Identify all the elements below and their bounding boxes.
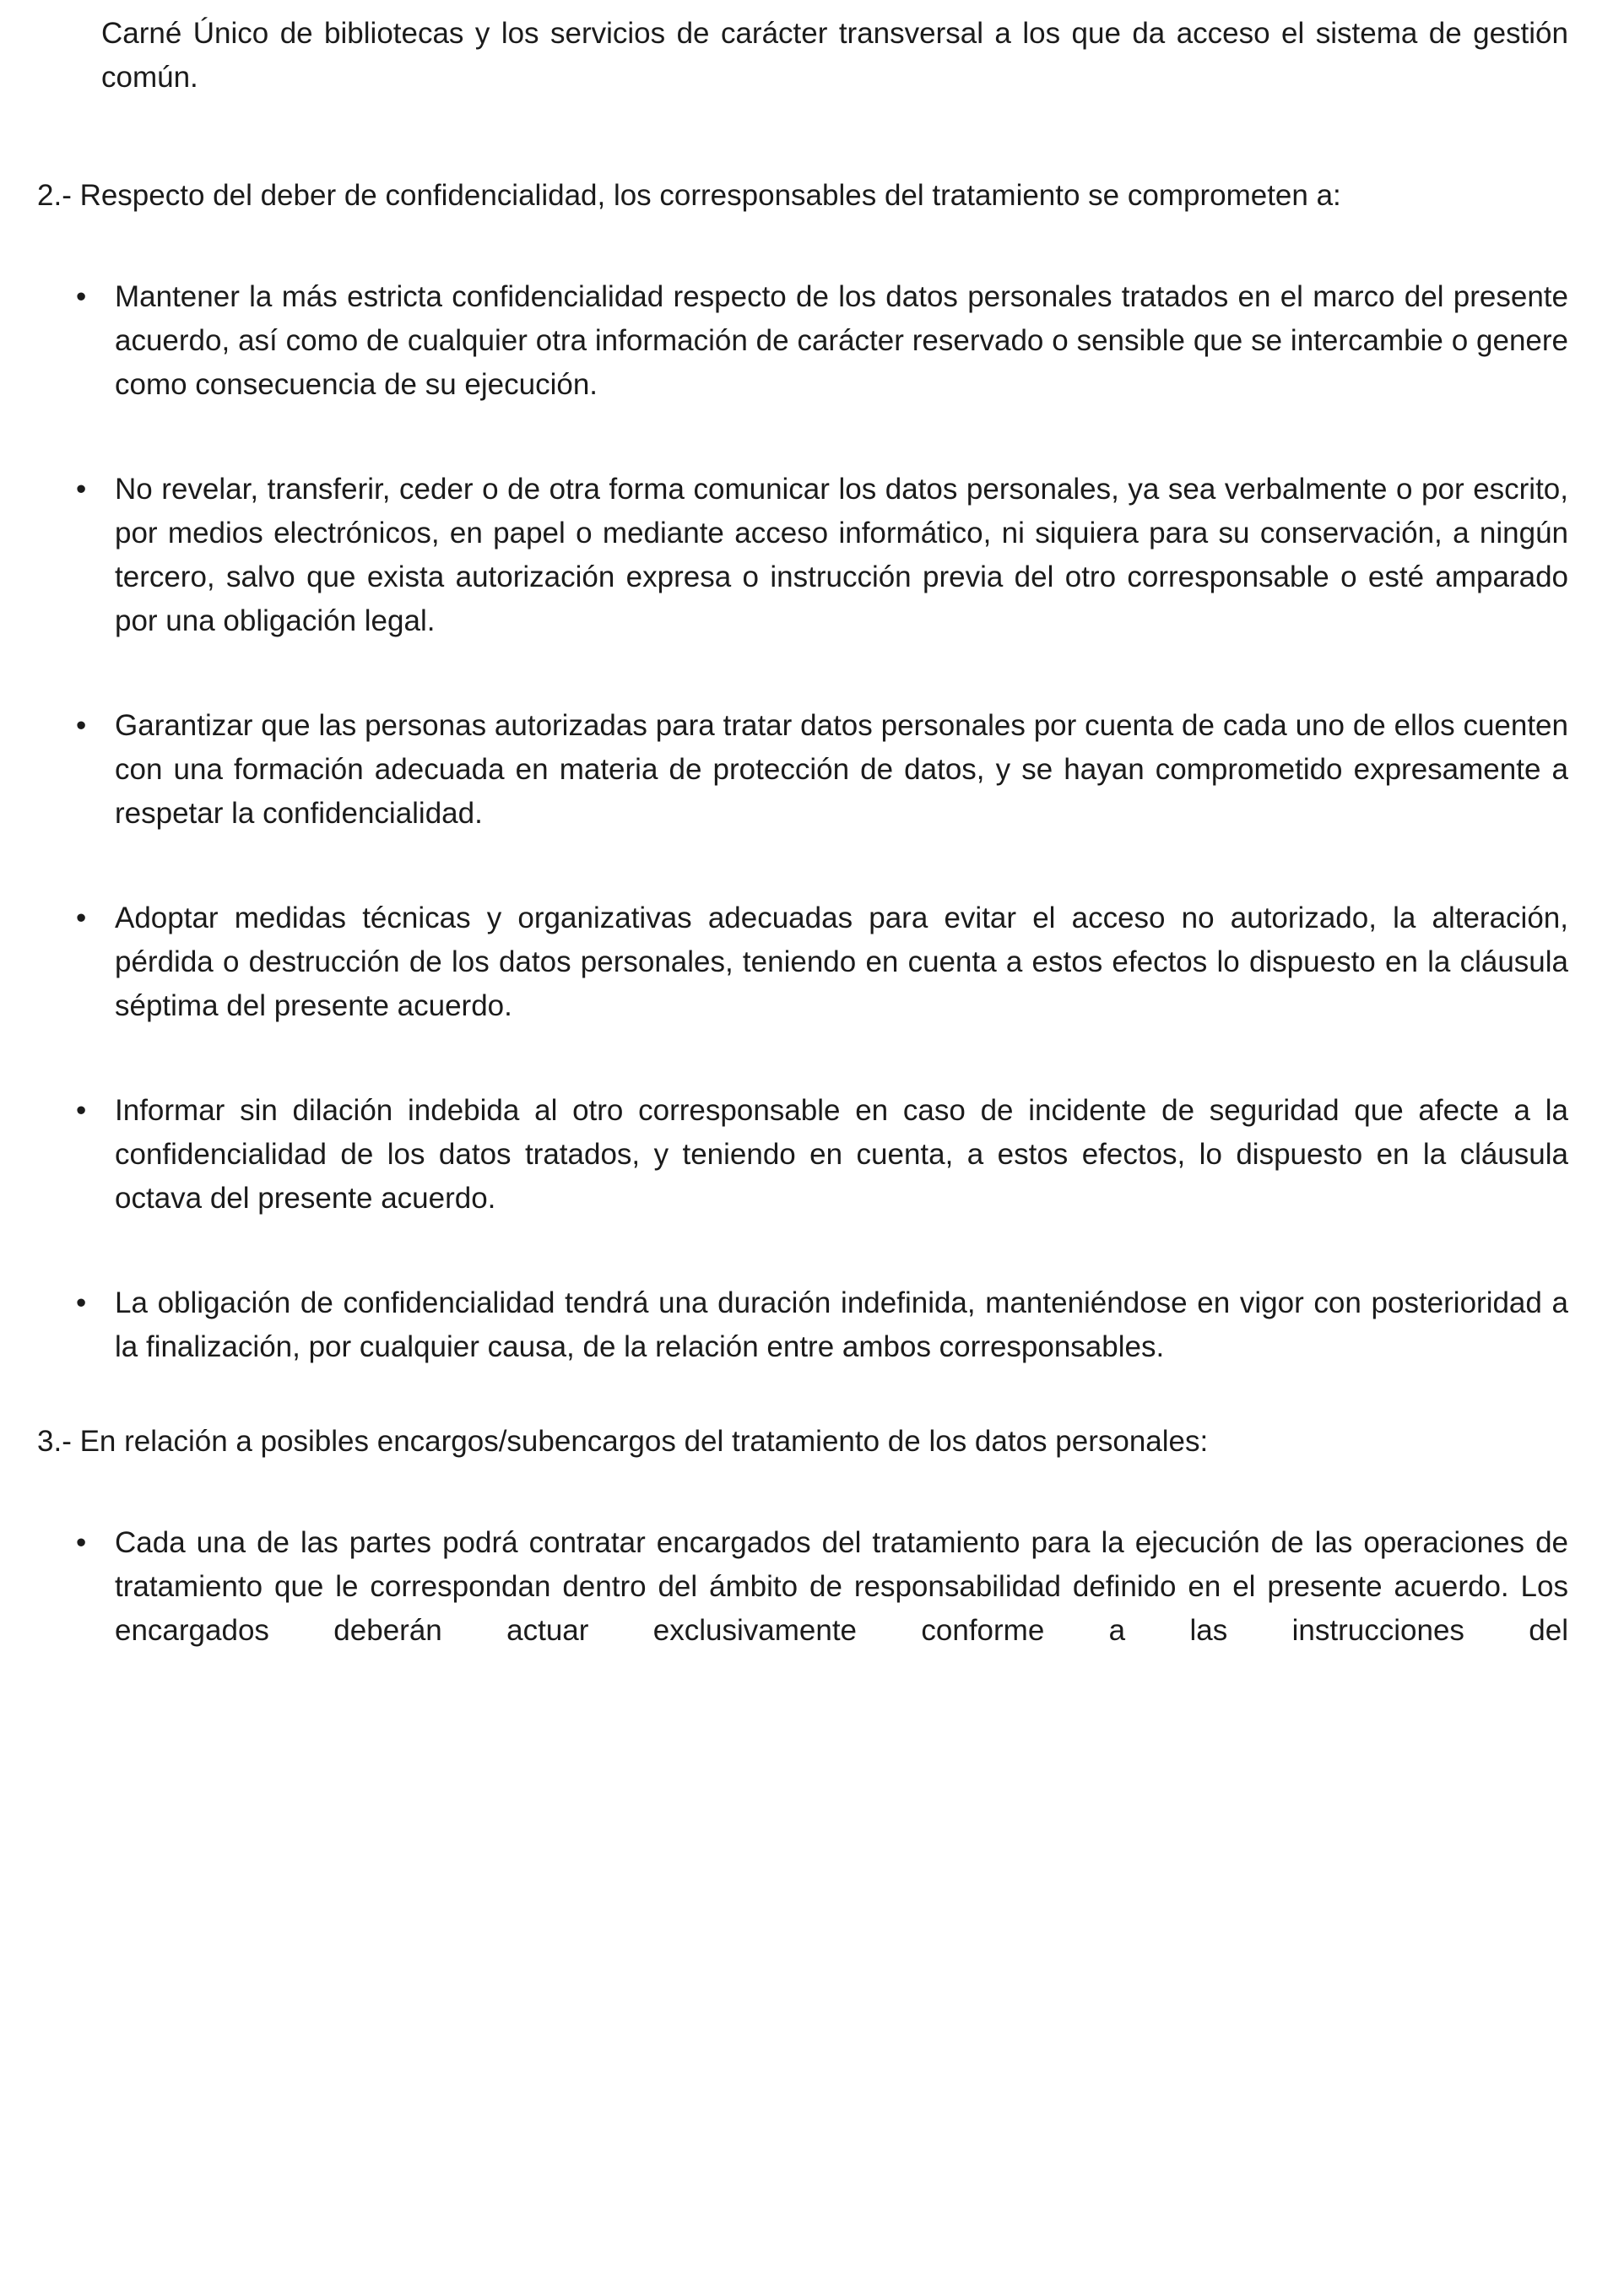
bullet-text: Garantizar que las personas autorizadas para tratar datos personales por cuenta de cada uno de ellos cuenten con una formación adecuada en materia de protección de datos, y se hayan comprometido expresamente a respetar la confidencialidad.: [115, 709, 1568, 830]
bullet-icon: •: [76, 709, 87, 742]
bullet-icon: •: [76, 1526, 87, 1559]
bullet-item: [37, 704, 1568, 836]
section-3-heading: 3.- En relación a posibles encargos/subencargos del tratamiento de los datos personales:: [37, 1425, 1209, 1458]
bullet-icon: •: [76, 902, 87, 934]
bullet-item: [37, 275, 1568, 407]
bullet-text: Adoptar medidas técnicas y organizativas adecuadas para evitar el acceso no autorizado, la alteración, pérdida o destrucción de los datos personales, teniendo en cuenta a estos efectos lo dispuesto en la cláusula séptima del presente acuerdo.: [115, 902, 1568, 1022]
bullet-item: [37, 1521, 1568, 1653]
bullet-text: Cada una de las partes podrá contratar encargados del tratamiento para la ejecución de las operaciones de tratamiento que le correspondan dentro del ámbito de responsabilidad definido en el presente acuerdo. Los encargados deberán actuar exclusivamente conforme a las instrucciones del: [115, 1526, 1568, 1647]
bullet-icon: •: [76, 473, 87, 506]
bullet-item: [37, 896, 1568, 1028]
bullet-item: [37, 468, 1568, 643]
bullet-text: La obligación de confidencialidad tendrá una duración indefinida, manteniéndose en vigor con posterioridad a la finalización, por cualquier causa, de la relación entre ambos corresponsables.: [115, 1286, 1568, 1363]
bullet-icon: •: [76, 280, 87, 313]
section-2-heading: 2.- Respecto del deber de confidencialidad, los corresponsables del tratamiento se comprometen a:: [37, 179, 1341, 212]
intro-paragraph: Carné Único de bibliotecas y los servicios de carácter transversal a los que da acceso el sistema de gestión común.: [101, 17, 1568, 94]
bullet-icon: •: [76, 1094, 87, 1127]
bullet-icon: •: [76, 1286, 87, 1319]
bullet-item: [37, 1281, 1568, 1369]
bullet-item: [37, 1089, 1568, 1221]
bullet-text: Informar sin dilación indebida al otro corresponsable en caso de incidente de seguridad que afecte a la confidencialidad de los datos tratados, y teniendo en cuenta, a estos efectos, lo dispuesto en la cláusula octava del presente acuerdo.: [115, 1094, 1568, 1215]
section-3-bullet-list: [37, 1521, 1568, 1653]
bullet-text: No revelar, transferir, ceder o de otra forma comunicar los datos personales, ya sea verbalmente o por escrito, por medios electrónicos, en papel o mediante acceso informático, ni siquiera para su conservación, a ningún tercero, salvo que exista autorización expresa o instrucción previa del otro corresponsable o esté amparado por una obligación legal.: [115, 473, 1568, 637]
section-2-bullet-list: [37, 275, 1568, 1369]
bullet-text: Mantener la más estricta confidencialidad respecto de los datos personales tratados en el marco del presente acuerdo, así como de cualquier otra información de carácter reservado o sensible que se intercambie o genere como consecuencia de su ejecución.: [115, 280, 1568, 401]
